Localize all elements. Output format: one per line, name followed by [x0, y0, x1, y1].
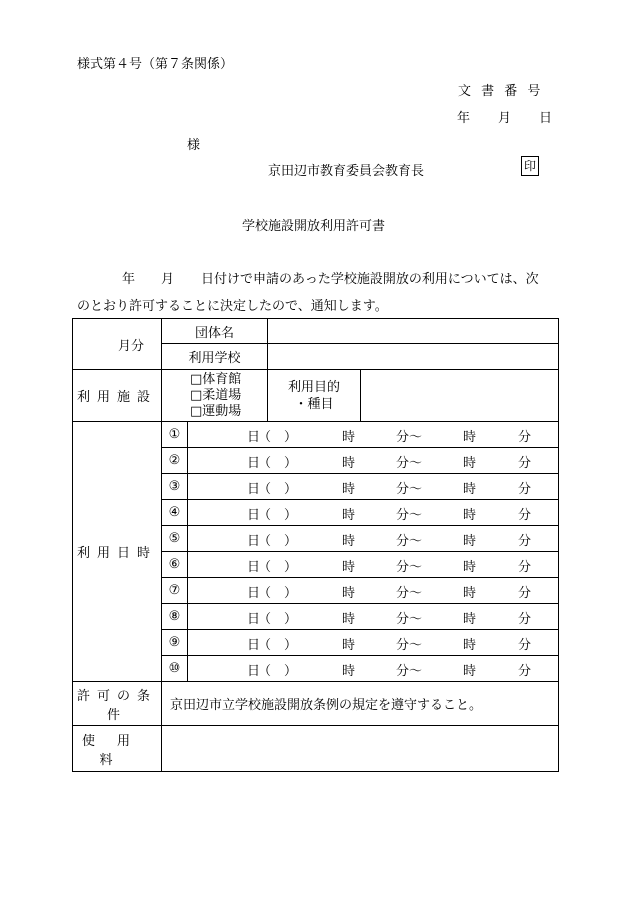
date-unit-minute-from: 分～ — [396, 534, 423, 549]
date-unit-hour2: 時 — [463, 508, 477, 523]
body-month: 月 — [161, 272, 175, 287]
date-unit-minute: 分 — [518, 534, 532, 549]
date-unit-paren: （ ） — [258, 534, 298, 549]
date-label: 利用日時 — [73, 422, 162, 682]
date-unit-hour: 時 — [342, 456, 356, 471]
group-name-label: 団体名 — [162, 319, 268, 344]
body-line2: のとおり許可することに決定したので、通知します。 — [77, 299, 388, 314]
date-unit-hour2: 時 — [463, 664, 477, 679]
date-unit-hour2: 時 — [463, 560, 477, 575]
date-unit-day: 日 — [247, 482, 261, 497]
date-unit-day: 日 — [247, 586, 261, 601]
date-unit-day: 日 — [247, 508, 261, 523]
date-unit-paren: （ ） — [258, 638, 298, 653]
date-unit-paren: （ ） — [258, 560, 298, 575]
date-unit-paren: （ ） — [258, 508, 298, 523]
date-unit-hour: 時 — [342, 638, 356, 653]
date-unit-minute: 分 — [518, 430, 532, 445]
facility-option-field[interactable]: □運動場 — [190, 403, 242, 419]
date-unit-minute: 分 — [518, 586, 532, 601]
date-year: 年 — [457, 111, 471, 126]
group-name-field[interactable] — [268, 319, 559, 344]
form-number: 様式第４号（第７条関係） — [77, 57, 234, 72]
date-row-number: ④ — [162, 500, 188, 526]
fee-field[interactable] — [162, 726, 559, 772]
school-field[interactable] — [268, 344, 559, 370]
month-cell — [73, 319, 162, 370]
date-unit-minute-from: 分～ — [396, 508, 423, 523]
date-unit-minute: 分 — [518, 482, 532, 497]
facility-options — [162, 370, 268, 422]
date-row-field[interactable] — [188, 656, 559, 682]
date-unit-day: 日 — [247, 430, 261, 445]
purpose-label — [268, 370, 361, 422]
date-unit-minute-from: 分～ — [396, 586, 423, 601]
date-unit-paren: （ ） — [258, 482, 298, 497]
date-unit-minute-from: 分～ — [396, 560, 423, 575]
date-row-number: ⑦ — [162, 578, 188, 604]
condition-text: 京田辺市立学校施設開放条例の規定を遵守すること。 — [162, 682, 559, 726]
month-label: 月分 — [117, 338, 144, 354]
permit-table — [72, 318, 559, 772]
date-unit-hour: 時 — [342, 508, 356, 523]
document-number-label: 文 書 番 号 — [458, 84, 541, 99]
date-unit-minute-from: 分～ — [396, 430, 423, 445]
date-month: 月 — [498, 111, 512, 126]
date-row-number: ⑤ — [162, 526, 188, 552]
date-row-field[interactable] — [188, 500, 559, 526]
date-unit-hour: 時 — [342, 534, 356, 549]
date-day: 日 — [539, 111, 553, 126]
date-unit-hour2: 時 — [463, 482, 477, 497]
date-row-number: ① — [162, 422, 188, 448]
date-unit-hour2: 時 — [463, 586, 477, 601]
body-year: 年 — [122, 272, 136, 287]
facility-option-judo[interactable]: □柔道場 — [190, 387, 242, 403]
date-unit-paren: （ ） — [258, 586, 298, 601]
body-line1-rest: 日付けで申請のあった学校施設開放の利用については、次 — [201, 272, 539, 287]
issuer-name: 京田辺市教育委員会教育長 — [268, 164, 425, 179]
purpose-label-1: 利用目的 — [288, 379, 341, 395]
date-unit-day: 日 — [247, 638, 261, 653]
date-unit-paren: （ ） — [258, 664, 298, 679]
date-unit-day: 日 — [247, 456, 261, 471]
date-unit-minute: 分 — [518, 456, 532, 471]
date-row-field[interactable] — [188, 474, 559, 500]
date-unit-hour2: 時 — [463, 534, 477, 549]
date-unit-minute: 分 — [518, 638, 532, 653]
date-unit-paren: （ ） — [258, 612, 298, 627]
date-row-field[interactable] — [188, 552, 559, 578]
purpose-field[interactable] — [361, 370, 559, 422]
date-unit-hour2: 時 — [463, 430, 477, 445]
date-unit-minute: 分 — [518, 664, 532, 679]
date-row-number: ⑩ — [162, 656, 188, 682]
date-unit-minute: 分 — [518, 560, 532, 575]
date-unit-hour2: 時 — [463, 456, 477, 471]
date-unit-paren: （ ） — [258, 430, 298, 445]
date-unit-minute: 分 — [518, 612, 532, 627]
date-unit-hour: 時 — [342, 482, 356, 497]
date-row-field[interactable] — [188, 578, 559, 604]
facility-option-gym[interactable]: □体育館 — [190, 371, 242, 387]
date-row — [73, 422, 559, 448]
addressee-suffix: 様 — [187, 138, 201, 153]
date-unit-day: 日 — [247, 560, 261, 575]
date-row-number: ⑥ — [162, 552, 188, 578]
condition-label: 許可の条件 — [73, 682, 162, 726]
date-row-field[interactable] — [188, 526, 559, 552]
date-unit-minute-from: 分～ — [396, 664, 423, 679]
facility-label: 利用施設 — [73, 370, 162, 422]
date-unit-hour: 時 — [342, 560, 356, 575]
date-unit-hour: 時 — [342, 612, 356, 627]
date-unit-hour2: 時 — [463, 638, 477, 653]
date-unit-paren: （ ） — [258, 456, 298, 471]
date-unit-hour2: 時 — [463, 612, 477, 627]
date-row-number: ⑨ — [162, 630, 188, 656]
school-label: 利用学校 — [162, 344, 268, 370]
date-row-number: ⑧ — [162, 604, 188, 630]
date-row-field[interactable] — [188, 422, 559, 448]
fee-label: 使用料 — [73, 726, 162, 772]
date-unit-minute-from: 分～ — [396, 482, 423, 497]
date-row-field[interactable] — [188, 604, 559, 630]
seal-mark: 印 — [521, 156, 539, 176]
date-unit-hour: 時 — [342, 664, 356, 679]
date-unit-minute-from: 分～ — [396, 612, 423, 627]
date-unit-hour: 時 — [342, 586, 356, 601]
date-unit-day: 日 — [247, 534, 261, 549]
date-unit-minute-from: 分～ — [396, 456, 423, 471]
date-row-field[interactable] — [188, 448, 559, 474]
purpose-label-2: ・種目 — [294, 396, 334, 412]
document-title: 学校施設開放利用許可書 — [242, 219, 386, 234]
date-unit-day: 日 — [247, 664, 261, 679]
date-unit-minute: 分 — [518, 508, 532, 523]
date-row-field[interactable] — [188, 630, 559, 656]
date-unit-hour: 時 — [342, 430, 356, 445]
date-unit-day: 日 — [247, 612, 261, 627]
date-row-number: ③ — [162, 474, 188, 500]
date-unit-minute-from: 分～ — [396, 638, 423, 653]
date-row-number: ② — [162, 448, 188, 474]
